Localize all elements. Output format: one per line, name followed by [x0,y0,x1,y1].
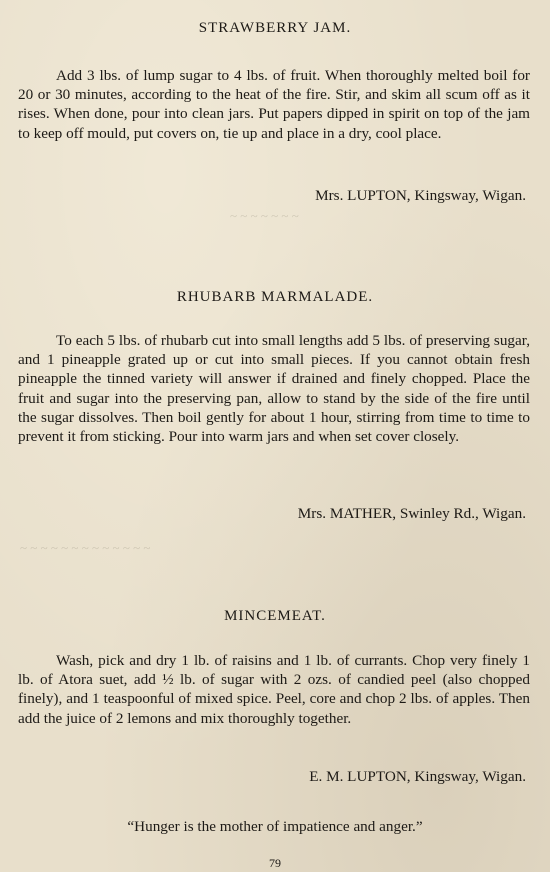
recipe-body: Add 3 lbs. of lump sugar to 4 lbs. of fruit. When thoroughly melted boil for 20 or 30 minutes, according to the heat of the fire. Stir, and skim all scum off as it rises. When done, pour into clean jars. Put papers dipped in spirit on top of the jam to keep off mould, put covers on, tie up and place in a dry, cool place. [18,67,530,142]
recipe-title: MINCEMEAT. [224,608,326,624]
closing-quote: “Hunger is the mother of impatience and anger.” [127,818,423,835]
recipe-body: To each 5 lbs. of rhubarb cut into small lengths add 5 lbs. of preserving sugar, and 1 pineapple grated up or cut into small pieces. If you cannot obtain fresh pineapple the tinned variety will answer if drained and finely chopped. Place the fruit and sugar into the preserving pan, allow to stand by the side of the fire until the sugar dissolves. Then boil gently for about 1 hour, stirring from time to time to prevent it from sticking. Pour into warm jars and when set cover closely. [18,332,530,446]
page-number: 79 [269,856,281,870]
show-through-text: ~ ~ ~ ~ ~ ~ ~ ~ ~ ~ ~ ~ ~ [20,540,151,555]
show-through-text: ~ ~ ~ ~ ~ ~ ~ [230,208,299,223]
recipe-signature: Mrs. MATHER, Swinley Rd., Wigan. [297,505,526,522]
recipe-signature: Mrs. LUPTON, Kingsway, Wigan. [315,187,526,204]
recipe-title: RHUBARB MARMALADE. [176,289,374,305]
recipe-body: Wash, pick and dry 1 lb. of raisins and 1 lb. of currants. Chop very finely 1 lb. of Atora suet, add ½ lb. of sugar with 2 ozs. of candied peel (also chopped finely), and 1 teaspoonful of mixed spice. Peel, core and chop 2 lbs. of apples. Then add the juice of 2 lemons and mix thoroughly together. [18,652,530,727]
recipe-title: STRAWBERRY JAM. [198,20,352,36]
recipe-signature: E. M. LUPTON, Kingsway, Wigan. [309,768,526,785]
